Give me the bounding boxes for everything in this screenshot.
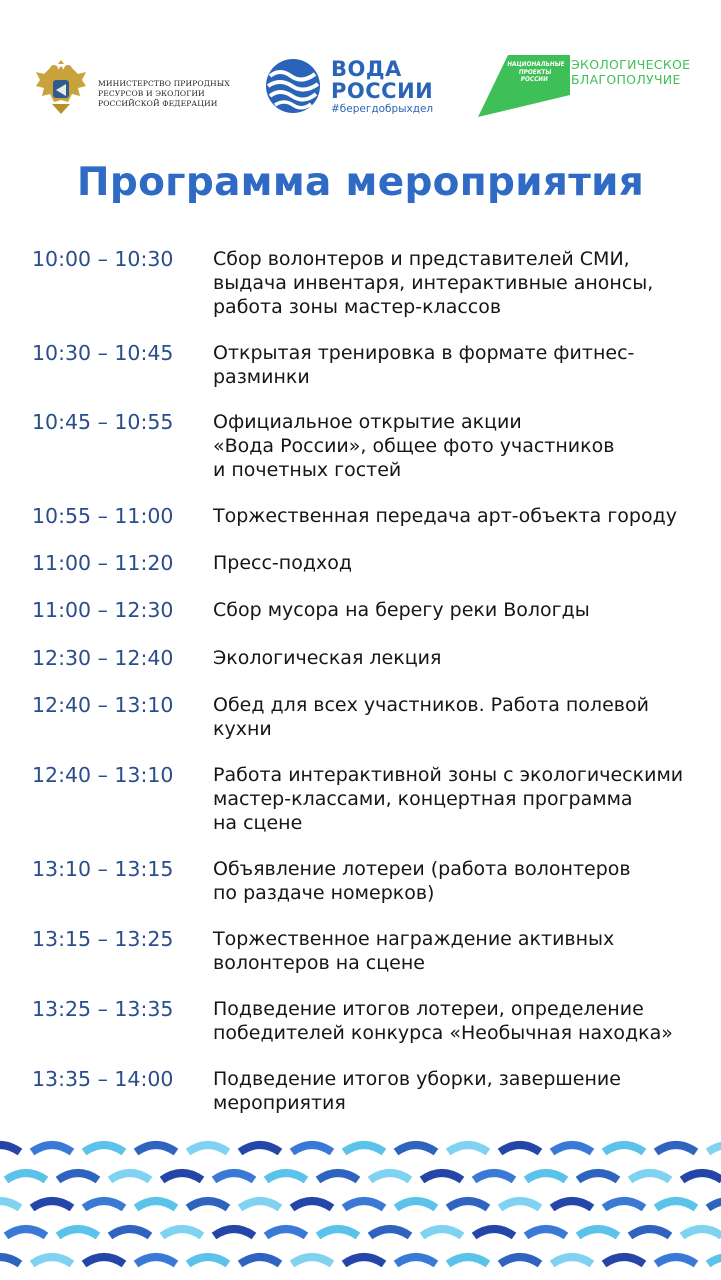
wave-arc — [32, 1145, 72, 1152]
schedule-time: 10:00 – 10:30 — [32, 247, 174, 271]
water-waves-logo-icon — [265, 58, 321, 114]
wave-arc — [630, 1229, 670, 1236]
wave-arc — [500, 1257, 540, 1264]
schedule-time: 13:10 – 13:15 — [32, 857, 174, 881]
wave-arc — [240, 1145, 280, 1152]
wave-arc — [526, 1173, 566, 1180]
schedule-time: 10:45 – 10:55 — [32, 410, 174, 434]
schedule-description: Подведение итогов уборки, завершение мероприятия — [213, 1068, 621, 1114]
wave-arc — [344, 1201, 384, 1208]
wave-arc — [318, 1173, 358, 1180]
wave-arc — [604, 1257, 644, 1264]
wave-arc — [136, 1145, 176, 1152]
voda-rossii-logo — [265, 56, 445, 120]
schedule-time: 12:40 – 13:10 — [32, 693, 174, 717]
wave-arc — [58, 1229, 98, 1236]
wave-arc — [448, 1145, 488, 1152]
ministry-name: МИНИСТЕРСТВО ПРИРОДНЫХ РЕСУРСОВ И ЭКОЛОГИИ РОССИЙСКОЙ ФЕДЕРАЦИИ — [98, 79, 230, 108]
national-projects-label: НАЦИОНАЛЬНЫЕ ПРОЕКТЫ РОССИИ — [506, 60, 566, 84]
schedule-time: 12:40 – 13:10 — [32, 763, 174, 787]
page-title: Программа мероприятия — [76, 160, 645, 205]
schedule-time: 13:25 – 13:35 — [32, 997, 174, 1021]
schedule-time: 13:15 – 13:25 — [32, 927, 174, 951]
wave-arc — [708, 1257, 721, 1264]
wave-arc — [318, 1229, 358, 1236]
wave-arc — [448, 1201, 488, 1208]
wave-arc — [84, 1257, 124, 1264]
wave-arc — [240, 1201, 280, 1208]
wave-arc — [0, 1145, 20, 1152]
schedule-time: 12:30 – 12:40 — [32, 646, 174, 670]
wave-arc — [32, 1257, 72, 1264]
wave-arc — [0, 1201, 20, 1208]
wave-arc — [370, 1173, 410, 1180]
wave-arc — [6, 1173, 46, 1180]
wave-arc — [188, 1257, 228, 1264]
schedule-description: Открытая тренировка в формате фитнес- разминки — [213, 342, 635, 388]
wave-arc — [474, 1173, 514, 1180]
wave-arc — [110, 1229, 150, 1236]
schedule-time: 11:00 – 12:30 — [32, 598, 174, 622]
schedule-description: Торжественная передача арт-объекта городу — [213, 505, 677, 527]
wave-arc — [474, 1229, 514, 1236]
wave-arc — [240, 1257, 280, 1264]
schedule-description: Торжественное награждение активных волонтеров на сцене — [213, 928, 615, 974]
ecological-wellbeing-label: ЭКОЛОГИЧЕСКОЕ БЛАГОПОЛУЧИЕ — [571, 57, 691, 87]
wave-arc — [162, 1229, 202, 1236]
schedule-description: Работа интерактивной зоны с экологическими мастер-классами, концертная программа на сцене — [213, 764, 684, 834]
schedule-description: Сбор волонтеров и представителей СМИ, выдача инвентаря, интерактивные анонсы, работа зоны мастер-классов — [213, 248, 654, 318]
wave-arc — [6, 1229, 46, 1236]
schedule-description: Обед для всех участников. Работа полевой кухни — [213, 694, 649, 740]
wave-arc — [292, 1145, 332, 1152]
national-projects-logo — [478, 55, 708, 117]
wave-arc — [58, 1173, 98, 1180]
wave-arc — [292, 1257, 332, 1264]
schedule-description: Подведение итогов лотереи, определение победителей конкурса «Необычная находка» — [213, 998, 673, 1044]
schedule-description: Экологическая лекция — [213, 647, 442, 669]
schedule-time: 10:30 – 10:45 — [32, 341, 174, 365]
wave-arc — [162, 1173, 202, 1180]
wave-arc — [84, 1145, 124, 1152]
wave-arc — [396, 1201, 436, 1208]
russian-emblem-icon — [32, 60, 90, 116]
header — [0, 0, 721, 130]
wave-arc — [292, 1201, 332, 1208]
wave-arc — [526, 1229, 566, 1236]
wave-arc — [708, 1145, 721, 1152]
wave-arc — [500, 1201, 540, 1208]
wave-arc — [656, 1201, 696, 1208]
wave-arc — [214, 1173, 254, 1180]
schedule-description: Пресс-подход — [213, 552, 352, 574]
wave-arc — [708, 1201, 721, 1208]
schedule-time: 11:00 – 11:20 — [32, 551, 174, 575]
wave-arc — [552, 1145, 592, 1152]
wave-arc — [136, 1257, 176, 1264]
voda-hashtag: #берегдобрыхдел — [331, 103, 434, 115]
wave-arc — [682, 1173, 721, 1180]
schedule-time: 10:55 – 11:00 — [32, 504, 174, 528]
wave-arc — [604, 1145, 644, 1152]
wave-arc — [578, 1229, 618, 1236]
wave-arc — [682, 1229, 721, 1236]
wave-arc — [500, 1145, 540, 1152]
voda-line2: РОССИИ — [331, 79, 434, 103]
wave-pattern-decoration — [0, 1130, 721, 1280]
wave-arc — [422, 1229, 462, 1236]
wave-arc — [32, 1201, 72, 1208]
wave-arc — [0, 1257, 20, 1264]
wave-arc — [370, 1229, 410, 1236]
wave-arc — [630, 1173, 670, 1180]
wave-arc — [214, 1229, 254, 1236]
wave-arc — [110, 1173, 150, 1180]
wave-arc — [84, 1201, 124, 1208]
wave-arc — [448, 1257, 488, 1264]
schedule-description: Объявление лотереи (работа волонтеров по раздаче номерков) — [213, 858, 631, 904]
wave-arc — [266, 1229, 306, 1236]
schedule-description: Официальное открытие акции «Вода России», общее фото участников и почетных гостей — [213, 411, 615, 481]
wave-arc — [656, 1145, 696, 1152]
voda-line1: ВОДА — [331, 57, 402, 81]
wave-arc — [344, 1257, 384, 1264]
wave-arc — [578, 1173, 618, 1180]
wave-arc — [656, 1257, 696, 1264]
wave-arc — [396, 1145, 436, 1152]
schedule-description: Сбор мусора на берегу реки Вологды — [213, 599, 590, 621]
wave-arc — [188, 1145, 228, 1152]
wave-arc — [344, 1145, 384, 1152]
wave-arc — [188, 1201, 228, 1208]
wave-arc — [136, 1201, 176, 1208]
schedule-time: 13:35 – 14:00 — [32, 1067, 174, 1091]
wave-arc — [552, 1201, 592, 1208]
wave-arc — [266, 1173, 306, 1180]
wave-arc — [396, 1257, 436, 1264]
wave-arc — [552, 1257, 592, 1264]
wave-arc — [422, 1173, 462, 1180]
ministry-logo — [32, 60, 232, 116]
wave-arc — [604, 1201, 644, 1208]
